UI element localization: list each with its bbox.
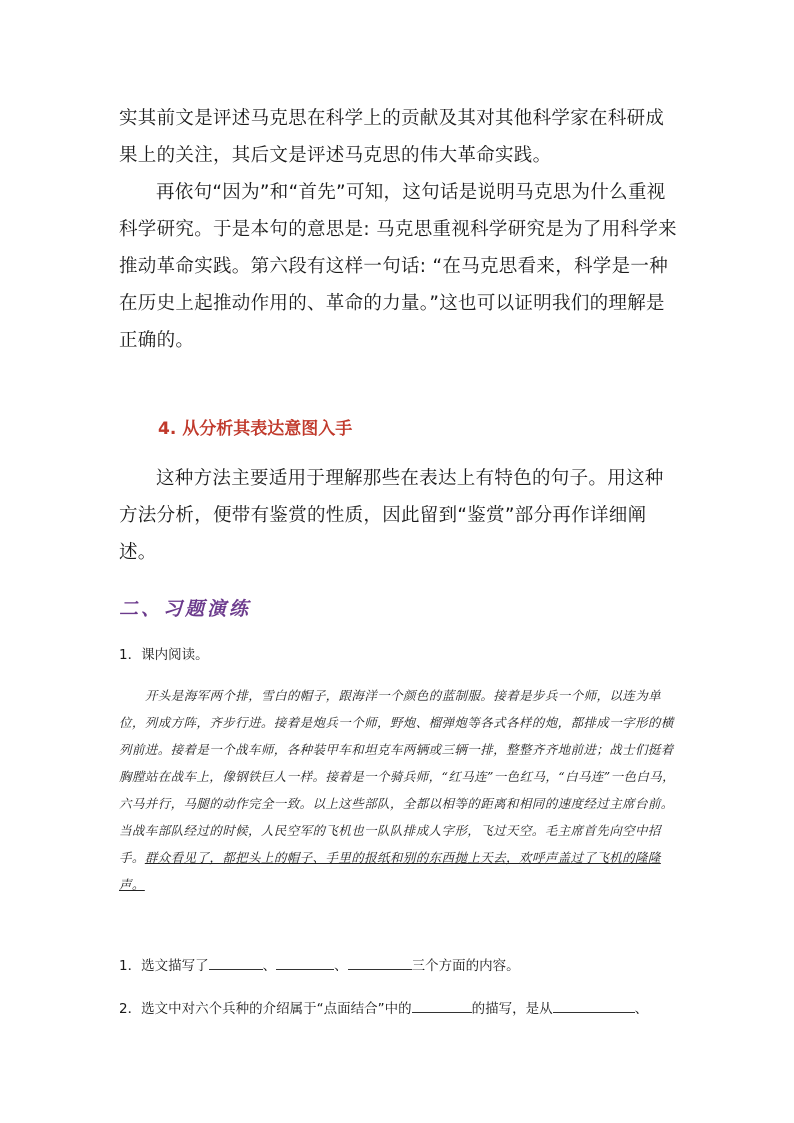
answer-blank-1b[interactable] <box>276 955 334 970</box>
question-1-sep2: 、 <box>334 958 348 974</box>
answer-blank-2b[interactable] <box>553 998 635 1013</box>
answer-blank-2a[interactable] <box>412 998 472 1013</box>
question-2-middle: 的描写，是从 <box>471 1001 553 1017</box>
heading-method-4: 4. 从分析其表达意图入手 <box>158 419 353 439</box>
question-1-suffix: 三个方面的内容。 <box>411 958 520 974</box>
question-2 <box>119 998 648 1019</box>
excerpt-main-text: 开头是海军两个排，雪白的帽子，跟海洋一个颜色的蓝制服。接着是步兵一个师，以连为单位，列成方阵，齐步行进。接着是炮兵一个师，野炮、榴弹炮等各式各样的炮，都排成一字形的横列前进。接着是一个战车师，各种装甲车和坦克车两辆或三辆一排，整整齐齐地前进；战士们挺着胸膛站在战车上，像钢铁巨人一样。接着是一个骑兵师，“红马连”一色红马，“白马连”一色白马，六马并行，马腿的动作完全一致。以上这些部队，全都以相等的距离和相同的速度经过主席台前。当战车部队经过的时候，人民空军的飞机也一队队排成人字形，飞过天空。毛主席首先向空中招手。 <box>119 688 676 865</box>
question-1 <box>119 955 520 976</box>
answer-blank-1a[interactable] <box>209 955 263 970</box>
paragraph-analysis-context: 实其前文是评述马克思在科学上的贡献及其对其他科学家在科研成果上的关注，其后文是评述马克思的伟大革命实践。 <box>119 108 665 166</box>
excerpt-underlined-text: 群众看见了，都把头上的帽子、手里的报纸和别的东西抛上天去，欢呼声盖过了飞机的隆隆声。 <box>119 850 661 892</box>
item-intro: 1．课内阅读。 <box>119 647 209 663</box>
reading-excerpt <box>119 682 679 898</box>
question-1-sep1: 、 <box>262 958 277 974</box>
paragraph-analysis-meaning: 再依句“因为”和“首先”可知，这句话是说明马克思为什么重视科学研究。于是本句的意思是: 马克思重视科学研究是为了用科学来推动革命实践。第六段有这样一句话: “在马克思看来，科学是一种在历史上起推动作用的、革命的力量。”这也可以证明我们的理解是正确的。 <box>119 182 677 351</box>
paragraph-method-4: 这种方法主要适用于理解那些在表达上有特色的句子。用这种方法分析，便带有鉴赏的性质，因此留到“鉴赏”部分再作详细阐述。 <box>119 468 664 563</box>
section-title-exercises: 二、习题演练 <box>119 598 252 620</box>
question-1-prefix: 1．选文描写了 <box>119 958 209 974</box>
answer-blank-1c[interactable] <box>348 955 412 970</box>
question-2-suffix: 、 <box>634 1001 649 1017</box>
question-2-prefix: 2．选文中对六个兵种的介绍属于“点面结合”中的 <box>119 1001 412 1017</box>
